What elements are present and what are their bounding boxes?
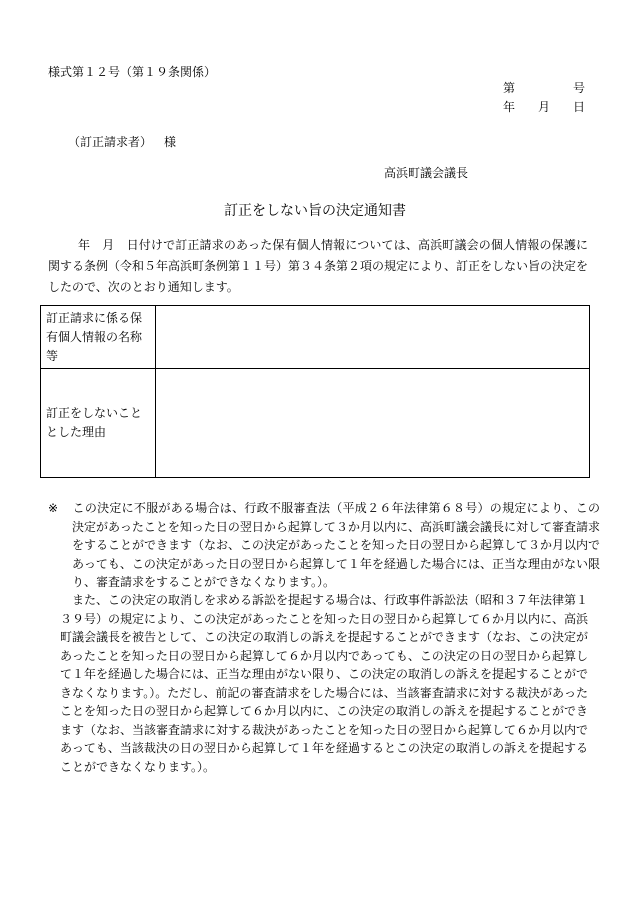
table-row-label: 訂正請求に係る保有個人情報の名称等 — [41, 306, 156, 369]
addressee-honorific: 様 — [164, 135, 177, 149]
document-number-prefix: 第 — [503, 81, 516, 95]
table-row-value — [156, 306, 590, 369]
table-row — [41, 369, 590, 478]
note-mark: ※ — [48, 501, 59, 515]
date-month: 月 — [537, 100, 550, 114]
note-appeal — [48, 499, 600, 592]
addressee — [68, 136, 176, 148]
note-appeal-text: この決定に不服がある場合は、行政不服審査法（平成２６年法律第６８号）の規定により、この決定があったことを知った日の翌日から起算して３か月以内に、高浜町議会議長に対して審査請求をすることができます（なお、この決定があったことを知った日の翌日から起算して３か月以内であっても、この決定があった日の翌日から起算して１年を経過した場合には、正当な理由がない限り、審査請求をすることができなくなります。）。 — [72, 501, 600, 589]
table-row-label: 訂正をしないこととした理由 — [41, 369, 156, 478]
document-number — [503, 82, 585, 94]
form-number: 様式第１２号（第１９条関係） — [48, 65, 217, 79]
date-year: 年 — [503, 100, 516, 114]
date-day: 日 — [572, 100, 585, 114]
table-row — [41, 306, 590, 369]
issue-date — [503, 101, 585, 113]
sender: 高浜町議会議長 — [384, 166, 469, 180]
intro-paragraph: 年 月 日付けで訂正請求のあった保有個人情報については、高浜町議会の個人情報の保護に関する条例（令和５年高浜町条例第１１号）第３４条第２項の規定により、訂正をしない旨の決定をしたので、次のとおり通知します。 — [48, 238, 589, 294]
document-title: 訂正をしない旨の決定通知書 — [224, 203, 406, 219]
note-lawsuit: また、この決定の取消しを求める訴訟を提起する場合は、行政事件訴訟法（昭和３７年法律第１３９号）の規定により、この決定があったことを知った日の翌日から起算して６か月以内に、高浜町議会議長を被告として、この決定の取消しの訴えを提起することができます（なお、この決定があったことを知った日の翌日から起算して６か月以内であっても、この決定の日の翌日から起算して１年を経過した場合には、正当な理由がない限り、この決定の取消しの訴えを提起することができなくなります。）。ただし、前記の審査請求をした場合には、当該審査請求に対する裁決があったことを知った日の翌日から起算して６か月以内に、この決定の取消しの訴えを提起することができます（なお、当該審査請求に対する裁決があったことを知った日の翌日から起算して６か月以内であっても、当該裁決の日の翌日から起算して１年を経過するとこの決定の取消しの訴えを提起することができなくなります。）。 — [60, 593, 589, 774]
addressee-name: （訂正請求者） — [68, 135, 153, 149]
detail-table — [40, 305, 590, 478]
document-number-suffix: 号 — [572, 81, 585, 95]
table-row-value — [156, 369, 590, 478]
